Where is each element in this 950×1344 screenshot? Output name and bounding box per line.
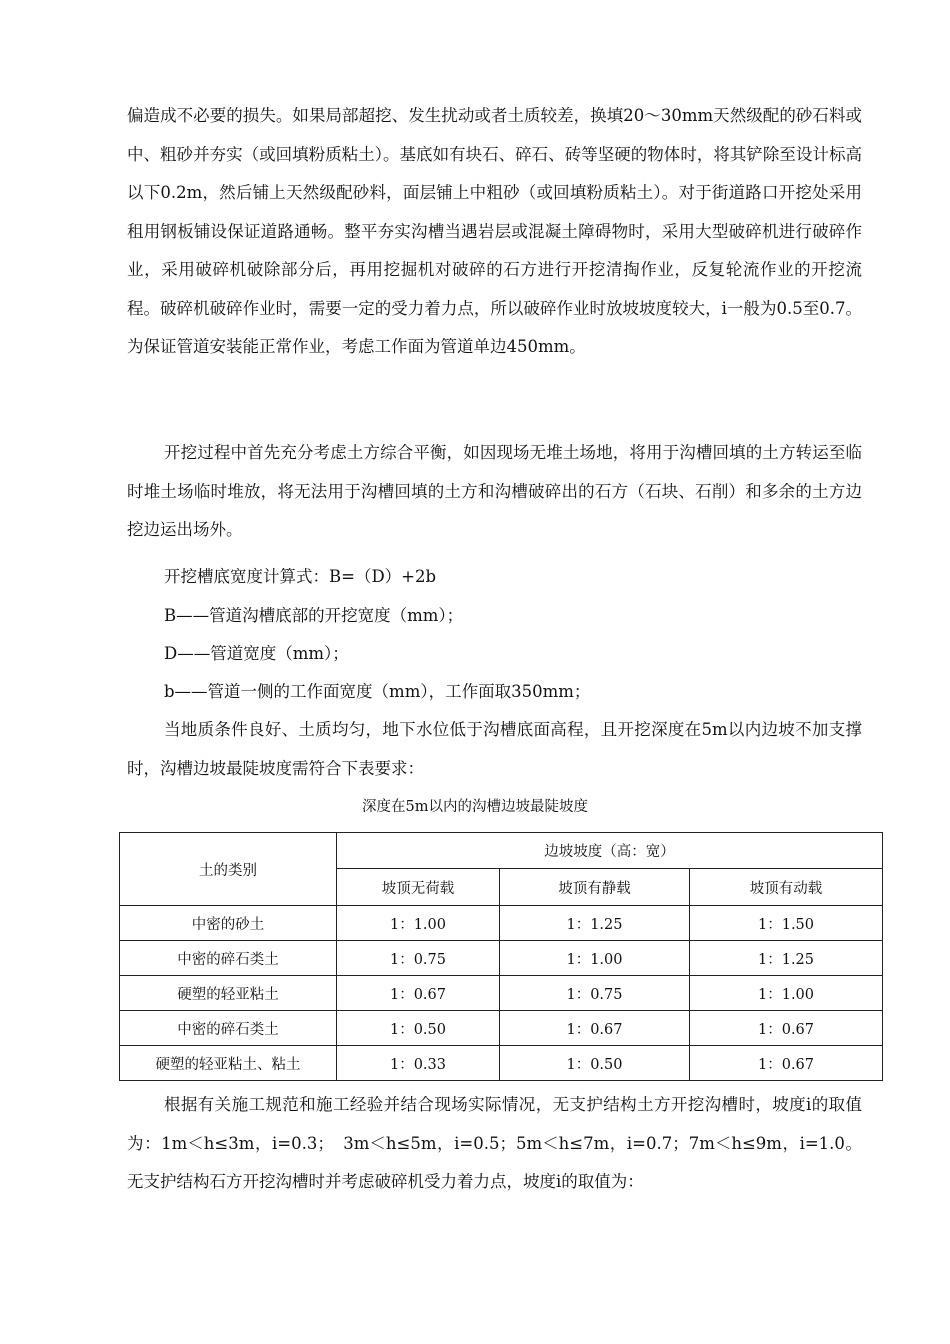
table-caption: 深度在5m以内的沟槽边坡最陡坡度 [362, 799, 588, 815]
value-cell: 1：1.25 [690, 941, 883, 976]
no-load-header: 坡顶无荷载 [337, 869, 500, 906]
paragraph-backfill: 偏造成不必要的损失。如果局部超挖、发生扰动或者土质较差，换填20～30mm天然级配的砂石料或中、粗砂并夯实（或回填粉质粘土）。基底如有块石、碎石、砖等坚硬的物体时，将其铲除至设计标高以下0.2m，然后铺上天然级配砂料，面层铺上中粗砂（或回填粉质粘土）。对于街道路口开挖处采用租用钢板铺设保证道路通畅。整平夯实沟槽当遇岩层或混凝土障碍物时，采用大型破碎机进行破碎作业，采用破碎机破除部分后，再用挖掘机对破碎的石方进行开挖清掏作业，反复轮流作业的开挖流程。破碎机破碎作业时，需要一定的受力着力点，所以破碎作业时放坡坡度较大，i一般为0.5至0.7。为保证管道安装能正常作业，考虑工作面为管道单边450mm。 [127, 106, 862, 356]
value-cell: 1：0.50 [500, 1046, 690, 1081]
value-cell: 1：1.50 [690, 906, 883, 941]
soil-type-cell: 中密的碎石类土 [120, 1011, 337, 1046]
value-cell: 1：0.67 [500, 1011, 690, 1046]
table-row [120, 976, 883, 1011]
slope-ratio-header: 边坡坡度（高：宽） [337, 833, 883, 869]
soil-type-header: 土的类别 [120, 833, 337, 906]
value-cell: 1：0.75 [500, 976, 690, 1011]
paragraph-slope-condition: 当地质条件良好、土质均匀，地下水位低于沟槽底面高程，且开挖深度在5m以内边坡不加支撑时，沟槽边坡最陡坡度需符合下表要求： [127, 720, 862, 778]
static-load-header: 坡顶有静载 [500, 869, 690, 906]
value-cell: 1：0.50 [337, 1011, 500, 1046]
soil-type-cell: 中密的砂土 [120, 906, 337, 941]
value-cell: 1：1.00 [500, 941, 690, 976]
value-cell: 1：1.25 [500, 906, 690, 941]
formula-line: 开挖槽底宽度计算式：B=（D）+2b [164, 567, 437, 586]
dynamic-load-header: 坡顶有动载 [690, 869, 883, 906]
table-row [120, 941, 883, 976]
definition-b-lower: b——管道一侧的工作面宽度（mm），工作面取350mm； [164, 682, 591, 701]
soil-type-cell: 硬塑的轻亚粘土 [120, 976, 337, 1011]
value-cell: 1：0.67 [690, 1011, 883, 1046]
soil-type-cell: 中密的碎石类土 [120, 941, 337, 976]
table-row [120, 1046, 883, 1081]
paragraph-earthwork-balance: 开挖过程中首先充分考虑土方综合平衡，如因现场无堆土场地，将用于沟槽回填的土方转运至临时堆土场临时堆放，将无法用于沟槽回填的土方和沟槽破碎出的石方（石块、石削）和多余的土方边挖边运出场外。 [127, 443, 862, 539]
value-cell: 1：0.75 [337, 941, 500, 976]
table-header-row [120, 833, 883, 869]
paragraph-slope-values: 根据有关施工规范和施工经验并结合现场实际情况，无支护结构土方开挖沟槽时，坡度i的取值为：1m＜h≤3m，i=0.3； 3m＜h≤5m，i=0.5；5m＜h≤7m，i=0.7；7m＜h≤9m，i=1.0。无支护结构石方开挖沟槽时并考虑破碎机受力着力点，坡度i的取值为： [127, 1095, 862, 1191]
table-row [120, 1011, 883, 1046]
value-cell: 1：1.00 [690, 976, 883, 1011]
soil-type-cell: 硬塑的轻亚粘土、粘土 [120, 1046, 337, 1081]
value-cell: 1：0.67 [690, 1046, 883, 1081]
definition-d: D——管道宽度（mm）； [164, 644, 349, 663]
value-cell: 1：0.67 [337, 976, 500, 1011]
table-row [120, 906, 883, 941]
slope-table [119, 832, 883, 1081]
value-cell: 1：1.00 [337, 906, 500, 941]
value-cell: 1：0.33 [337, 1046, 500, 1081]
definition-b-upper: B——管道沟槽底部的开挖宽度（mm）； [164, 606, 464, 625]
